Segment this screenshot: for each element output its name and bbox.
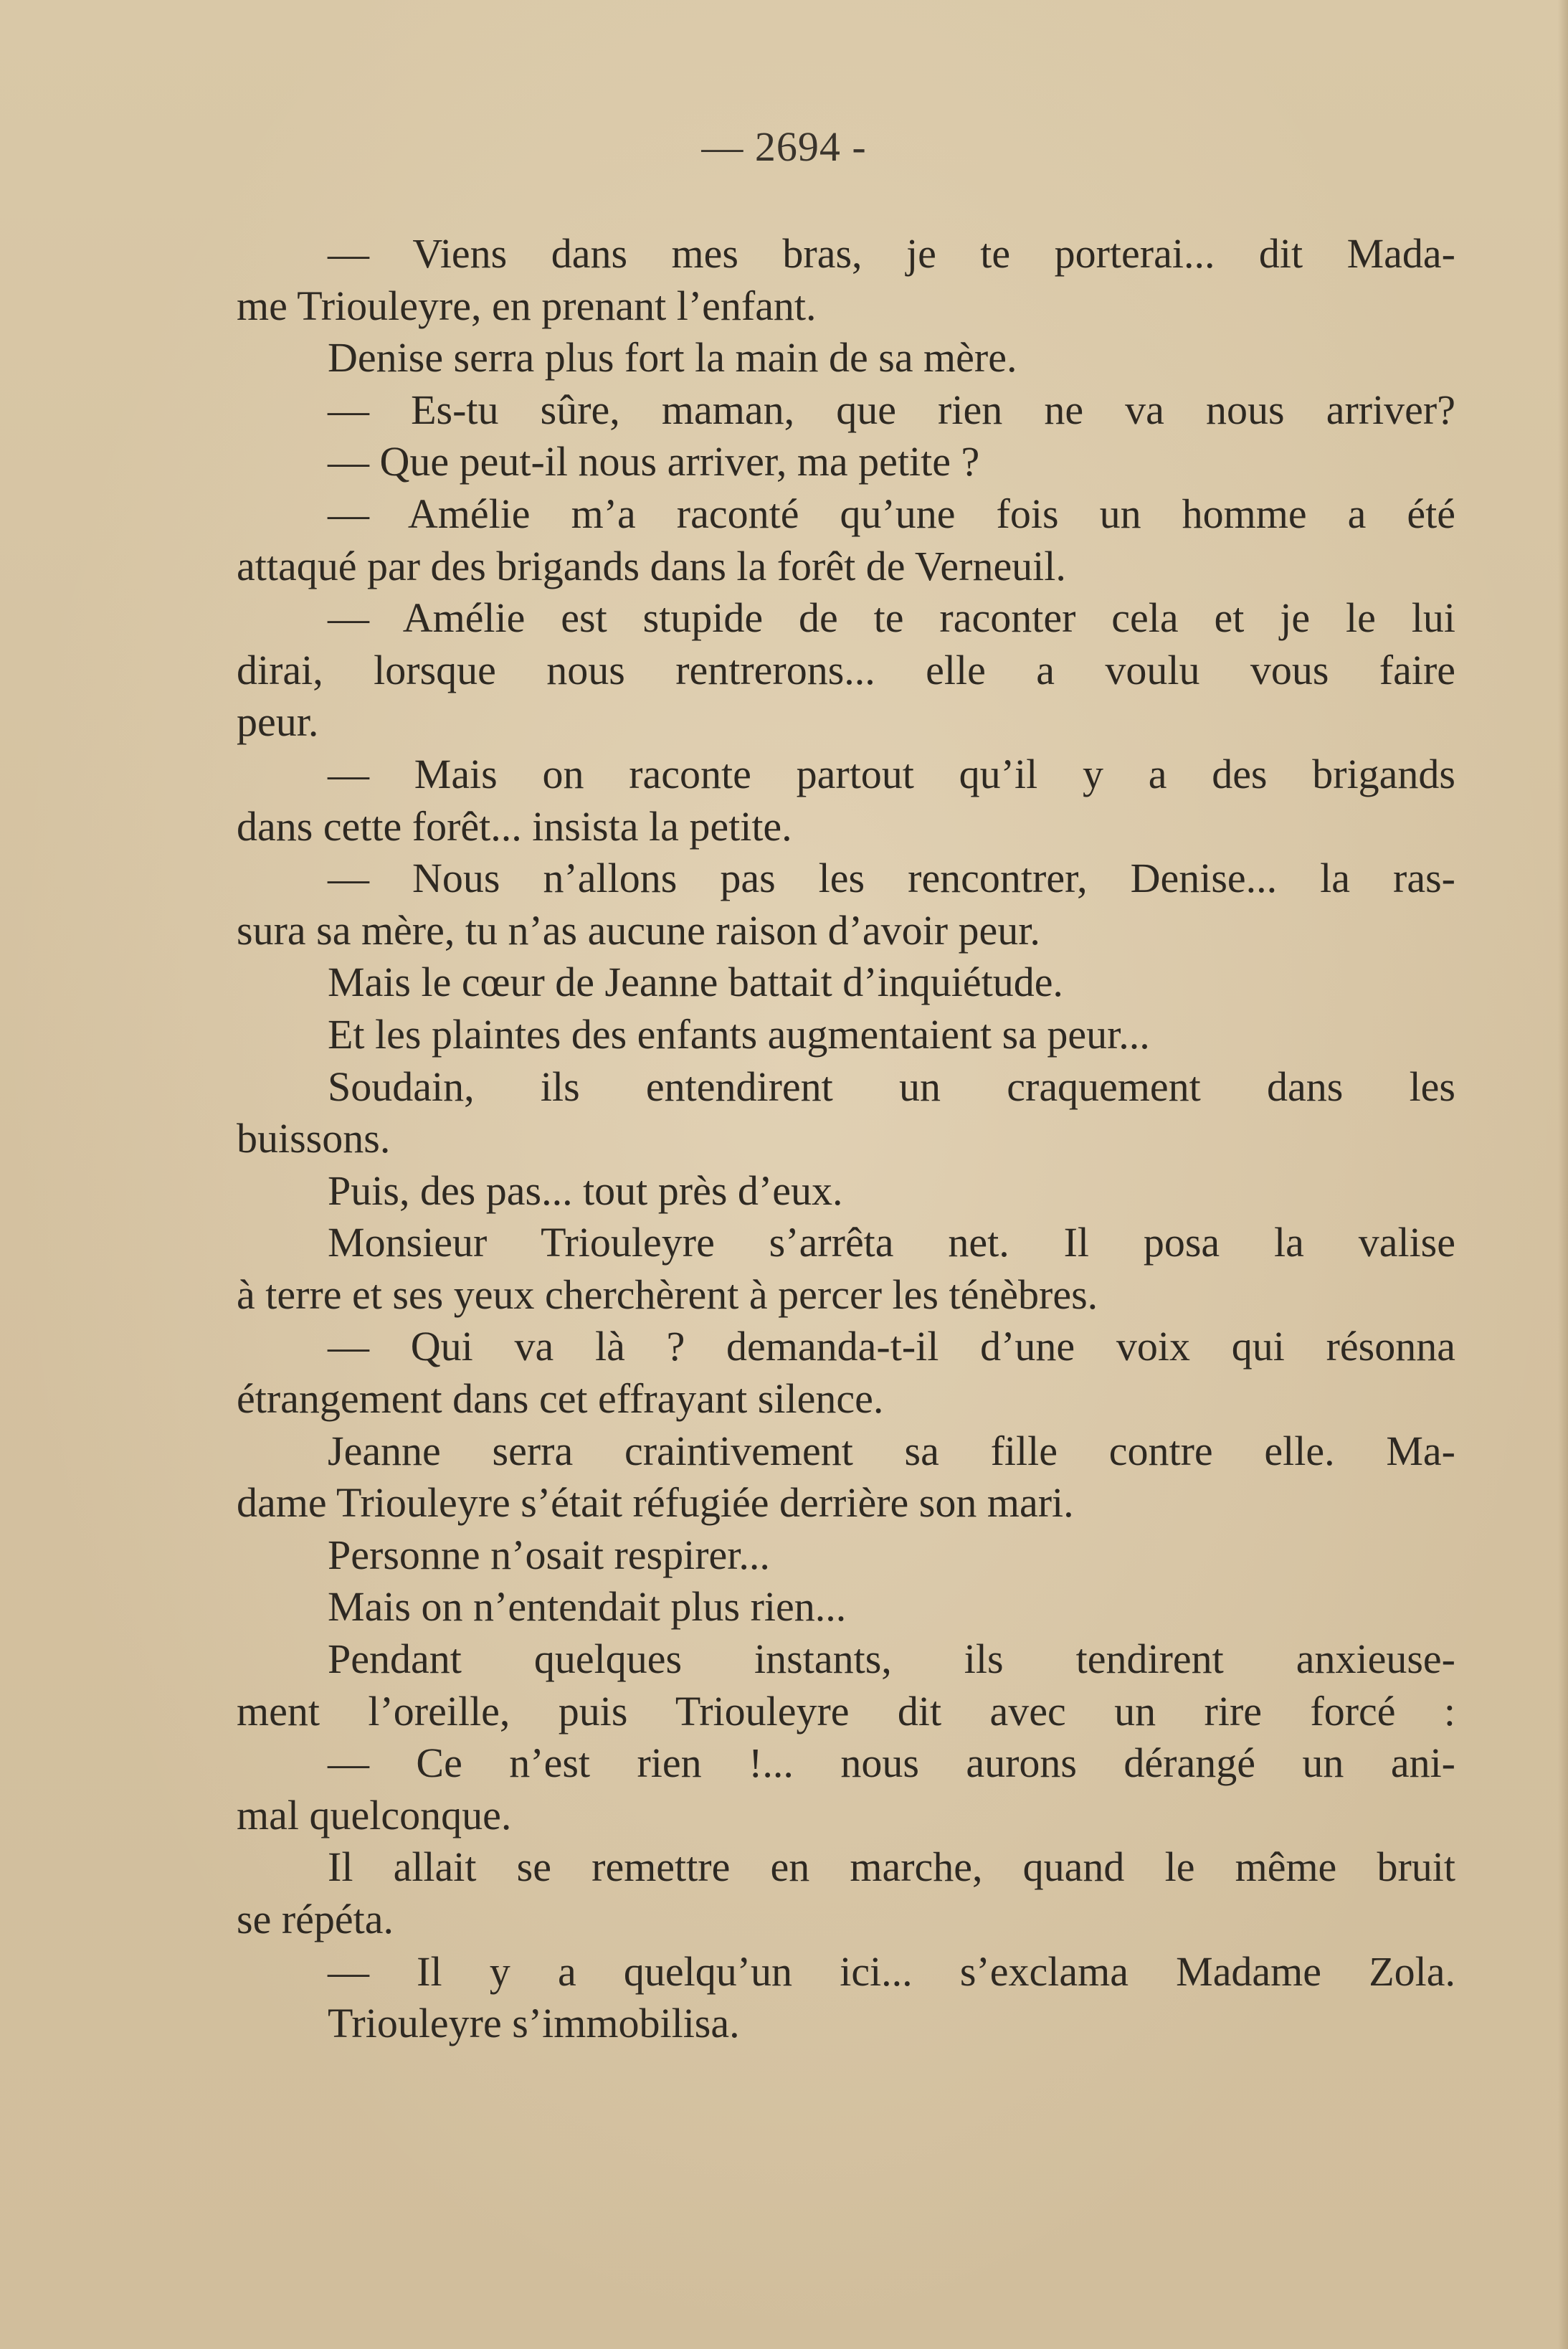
text-line: — Es-tu sûre, maman, que rien ne va nous arriver? [328,386,1455,433]
text-line: ment l’oreille, puis Triouleyre dit avec un rire forcé : [237,1687,1455,1735]
text-line: — Viens dans mes bras, je te porterai... dit Mada- [328,230,1455,277]
text-line: Denise serra plus fort la main de sa mère. [328,334,1017,381]
text-line: mal quelconque. [237,1791,512,1838]
page-number: — 2694 - [701,123,867,170]
text-line: se répéta. [237,1896,394,1942]
text-line: dame Triouleyre s’était réfugiée derrière son mari. [237,1479,1074,1527]
text-line: Monsieur Triouleyre s’arrêta net. Il posa la valise [328,1219,1455,1266]
text-line: Mais on n’entendait plus rien... [328,1583,847,1631]
text-line: Soudain, ils entendirent un craquement dans les [328,1063,1455,1110]
text-line: Puis, des pas... tout près d’eux. [328,1167,843,1214]
page-edge-shadow [1558,0,1568,2349]
text-line: Mais le cœur de Jeanne battait d’inquiétude. [328,959,1063,1006]
text-line: Pendant quelques instants, ils tendirent anxieuse- [328,1636,1455,1683]
text-line: — Que peut-il nous arriver, ma petite ? [328,438,980,485]
text-line: — Amélie est stupide de te raconter cela et je le lui [328,594,1455,642]
text-line: étrangement dans cet effrayant silence. [237,1375,884,1423]
text-line: — Qui va là ? demanda-t-il d’une voix qui résonna [328,1323,1455,1370]
text-line: me Triouleyre, en prenant l’enfant. [237,282,817,329]
text-line: sura sa mère, tu n’as aucune raison d’avoir peur. [237,906,1040,954]
text-line: Il allait se remettre en marche, quand le même bruit [328,1843,1455,1891]
text-line: dirai, lorsque nous rentrerons... elle a voulu vous faire [237,646,1455,693]
text-line: Personne n’osait respirer... [328,1531,770,1578]
text-line: attaqué par des brigands dans la forêt de Verneuil. [237,542,1066,589]
text-line: à terre et ses yeux cherchèrent à percer les ténèbres. [237,1271,1098,1318]
text-line: — Mais on raconte partout qu’il y a des brigands [328,750,1455,797]
text-line: — Amélie m’a raconté qu’une fois un homme a été [328,490,1455,537]
text-line: Triouleyre s’immobilisa. [328,2000,740,2047]
body-text [237,228,1455,2050]
text-line: Jeanne serra craintivement sa fille contre elle. Ma- [328,1427,1455,1474]
text-line: — Nous n’allons pas les rencontrer, Denise... la ras- [328,855,1455,902]
text-line: — Ce n’est rien !... nous aurons dérangé un ani- [328,1740,1455,1787]
text-line: — Il y a quelqu’un ici... s’exclama Madame Zola. [328,1947,1455,1995]
text-line: dans cette forêt... insista la petite. [237,802,792,850]
text-line: buissons. [237,1115,391,1162]
text-line: peur. [237,698,319,746]
text-line: Et les plaintes des enfants augmentaient sa peur... [328,1010,1150,1058]
